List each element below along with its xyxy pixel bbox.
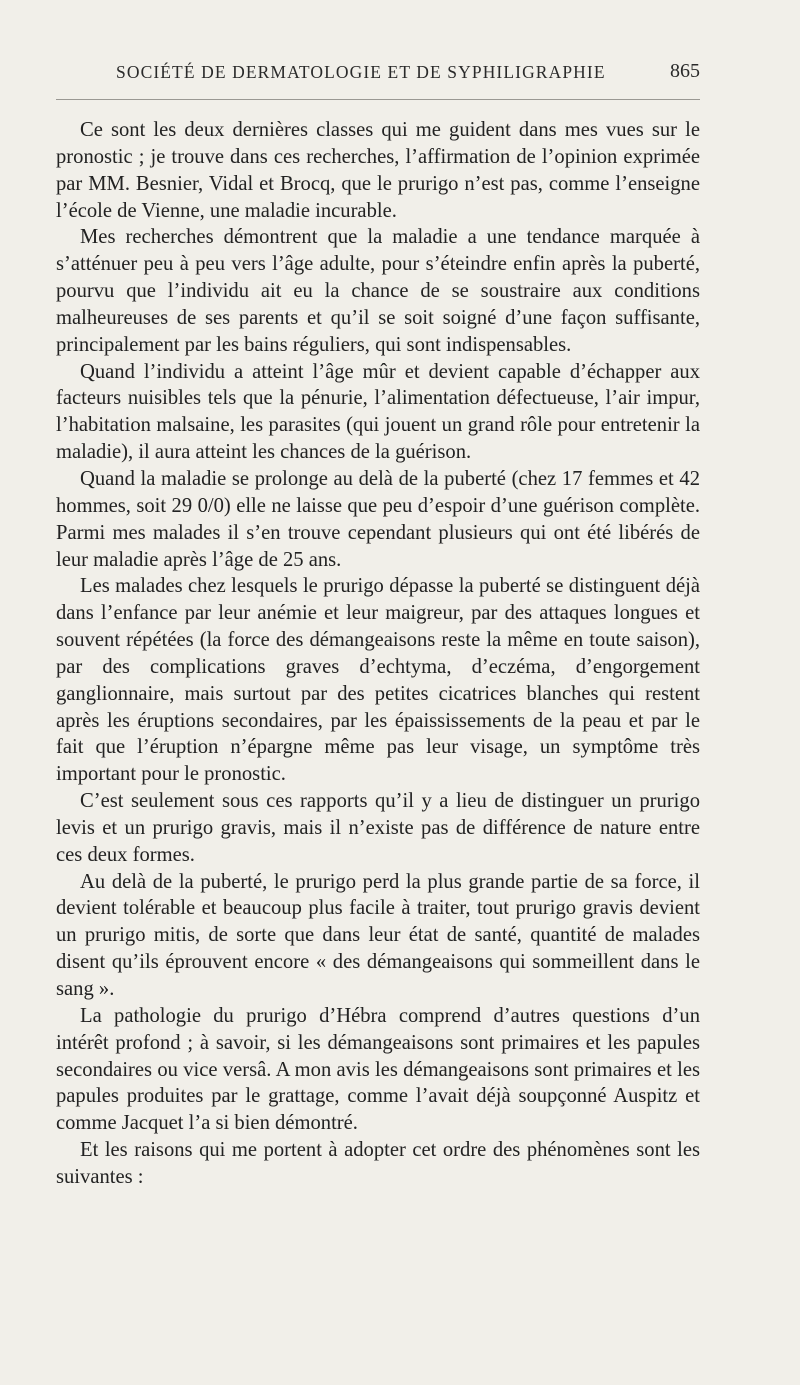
paragraph: Ce sont les deux dernières classes qui me guident dans mes vues sur le pronostic ; je trouve dans ces recherches, l’affirmation de l’opinion exprimée par MM. Besnier, Vidal et Brocq, que le prurigo n’est pas, comme l’enseigne l’école de Vienne, une maladie incurable.	[56, 119, 700, 222]
paragraph: C’est seulement sous ces rapports qu’il y a lieu de distinguer un prurigo levis et un prurigo gravis, mais il n’existe pas de différence de nature entre ces deux formes.	[56, 790, 700, 866]
running-head: SOCIÉTÉ DE DERMATOLOGIE ET DE SYPHILIGRAPHIE	[116, 62, 606, 82]
paragraph: Mes recherches démontrent que la maladie a une tendance marquée à s’atténuer peu à peu vers l’âge adulte, pour s’éteindre enfin après la puberté, pourvu que l’individu ait eu la chance de se soustraire aux conditions malheureuses de ses parents et qu’il se soit soigné d’une façon suffisante, principalement par les bains réguliers, qui sont indispensables.	[56, 226, 700, 356]
paragraph: Et les raisons qui me portent à adopter cet ordre des phénomènes sont les suivantes :	[56, 1139, 700, 1188]
paragraph: Quand l’individu a atteint l’âge mûr et devient capable d’échapper aux facteurs nuisibles tels que la pénurie, l’alimentation défectueuse, l’air impur, l’habitation malsaine, les parasites (qui jouent un grand rôle pour entretenir la maladie), il aura atteint les chances de la guérison.	[56, 360, 700, 464]
paragraph: Au delà de la puberté, le prurigo perd la plus grande partie de sa force, il devient tolérable et beaucoup plus facile à traiter, tout prurigo gravis devient un prurigo mitis, de sorte que dans leur état de santé, quantité de malades disent qu’ils éprouvent encore « des démangeaisons qui sommeillent dans le sang ».	[56, 870, 700, 1000]
body-text	[56, 117, 700, 1191]
page-header	[56, 60, 700, 90]
paragraph: Les malades chez lesquels le prurigo dépasse la puberté se distinguent déjà dans l’enfance par leur anémie et leur maigreur, par des attaques longues et souvent répétées (la force des démangeaisons reste la même en toute saison), par des complications graves d’echtyma, d’eczéma, d’engorgement ganglionnaire, mais surtout par des petites cicatrices blanches qui restent après les éruptions secondaires, par les épaississements de la peau et par le fait que l’éruption n’épargne même pas leur visage, un symptôme très important pour le pronostic.	[56, 575, 700, 786]
header-rule	[56, 99, 700, 100]
paragraph: La pathologie du prurigo d’Hébra comprend d’autres questions d’un intérêt profond ; à savoir, si les démangeaisons sont primaires et les papules secondaires ou vice versâ. A mon avis les démangeaisons sont primaires et les papules produites par le grattage, comme l’avait déjà soupçonné Auspitz et comme Jacquet l’a si bien démontré.	[56, 1004, 700, 1135]
page-number: 865	[670, 60, 700, 82]
paragraph: Quand la maladie se prolonge au delà de la puberté (chez 17 femmes et 42 hommes, soit 29 0/0) elle ne laisse que peu d’espoir d’une guérison complète. Parmi mes malades il s’en trouve cependant plusieurs qui ont été libérés de leur maladie après l’âge de 25 ans.	[56, 467, 700, 571]
